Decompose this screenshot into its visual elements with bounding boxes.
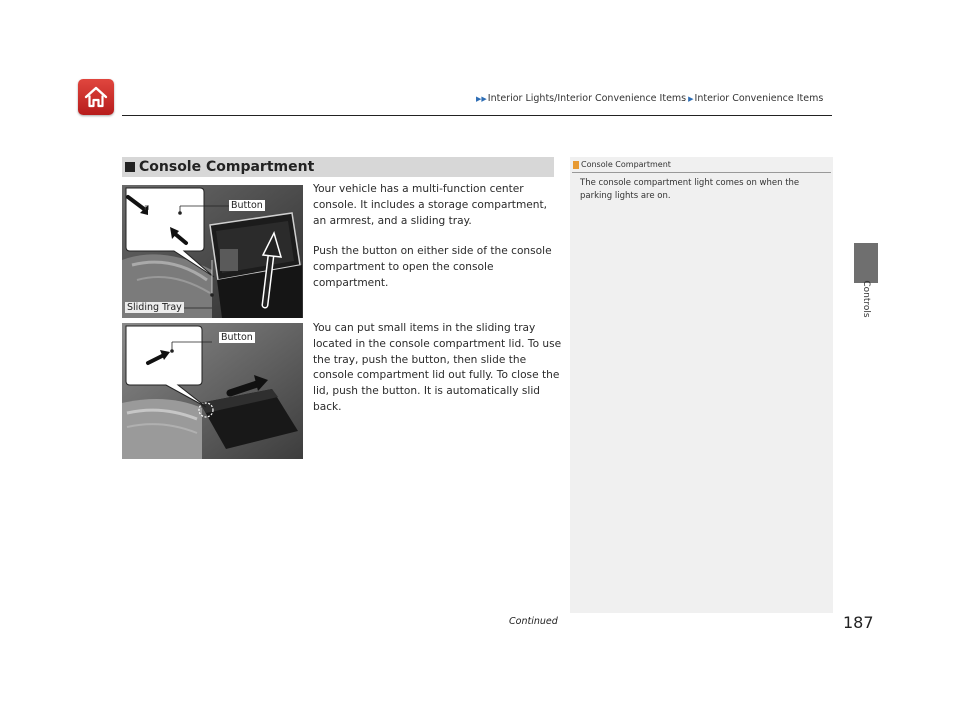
continued-label: Continued xyxy=(509,616,558,627)
svg-text:⊓: ⊓ xyxy=(144,204,150,212)
side-note-divider xyxy=(572,172,831,173)
body-paragraph: Your vehicle has a multi-function center console. It includes a storage compartment, an armrest, and a sliding tray. xyxy=(313,183,548,227)
figure-label-button-bottom: Button xyxy=(221,332,253,343)
figure-label-button-top: Button xyxy=(231,200,263,211)
sliding-tray-illustration xyxy=(122,323,303,459)
home-button[interactable] xyxy=(78,79,114,115)
figure-label-sliding-tray: Sliding Tray xyxy=(127,302,182,313)
side-note-panel xyxy=(570,157,833,613)
console-open-illustration xyxy=(122,185,303,318)
side-note-title xyxy=(573,160,671,169)
breadcrumb-link-interior-lights[interactable]: Interior Lights/Interior Convenience Items xyxy=(487,93,687,104)
reference-marker-icon xyxy=(573,161,579,169)
breadcrumb-arrow-icon: ▶ xyxy=(688,94,694,103)
body-paragraph: You can put small items in the sliding tray located in the console compartment lid. To use the tray, push the button, then slide the console compartment lid out fully. To close the lid, push the button. It is automatically slid back. xyxy=(313,322,562,413)
figure-console-open xyxy=(122,185,303,318)
side-tab-label: Controls xyxy=(861,280,871,318)
figure-sliding-tray xyxy=(122,323,303,459)
home-icon xyxy=(83,85,109,109)
page-number: 187 xyxy=(843,613,874,632)
header-divider xyxy=(122,115,832,116)
body-paragraph: Push the button on either side of the console compartment to open the console compartment. xyxy=(313,245,552,289)
side-note-body: The console compartment light comes on when the parking lights are on. xyxy=(580,178,800,201)
breadcrumb xyxy=(476,93,823,104)
section-title: Console Compartment xyxy=(139,159,315,175)
section-square-icon xyxy=(125,162,135,172)
breadcrumb-link-convenience-items[interactable]: Interior Convenience Items xyxy=(694,93,824,104)
breadcrumb-arrow-icon: ▶▶ xyxy=(476,94,487,103)
section-header xyxy=(122,157,554,177)
side-note-title-text: Console Compartment xyxy=(581,160,671,169)
